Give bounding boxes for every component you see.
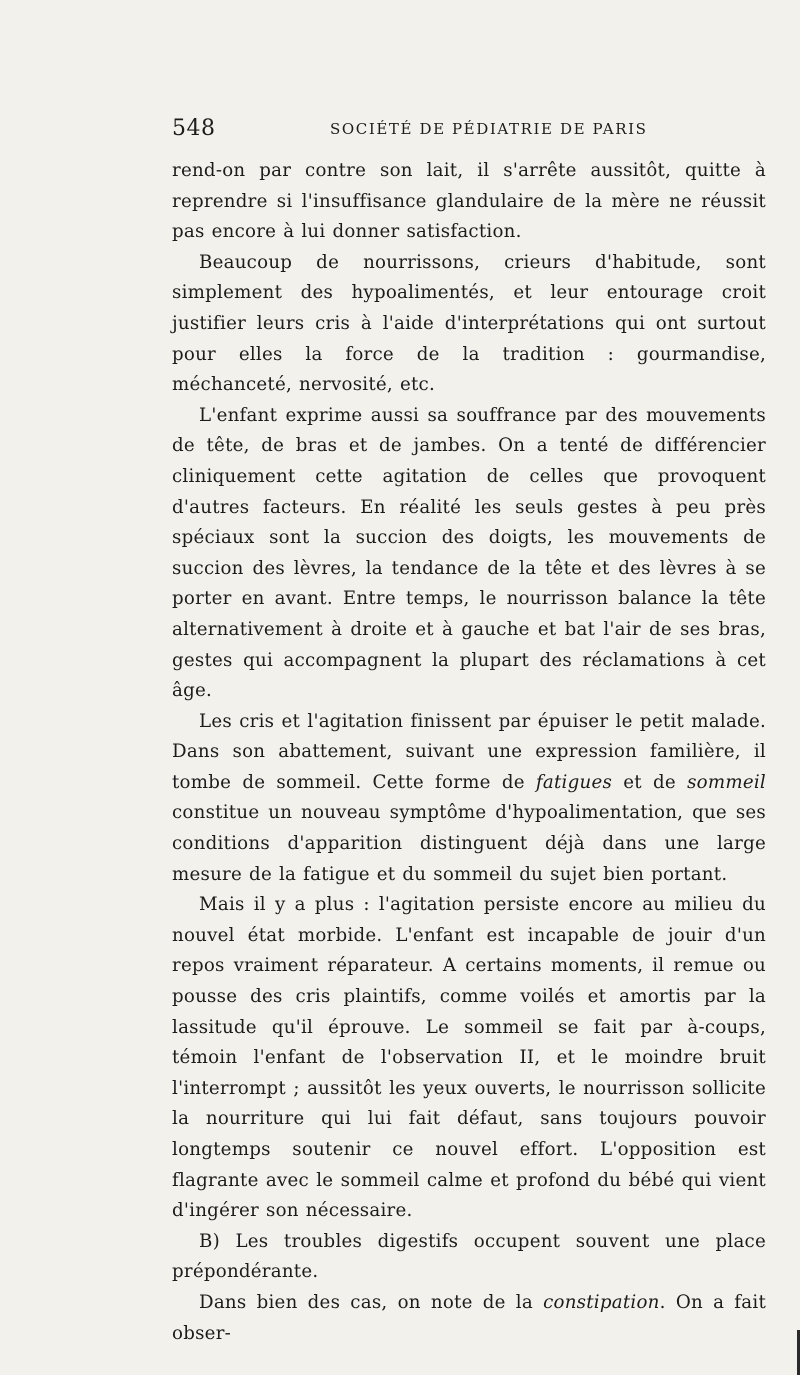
paragraph-troubles-digestifs: B) Les troubles digestifs occupent souvent une place prépondérante.	[172, 1230, 766, 1283]
paragraph-continuation: rend-on par contre son lait, il s'arrête aussitôt, quitte à reprendre si l'insuffisance glandulaire de la mère ne réussit pas encore à lui donner satisfaction.	[172, 160, 766, 243]
page-number: 548	[172, 116, 216, 141]
italic-constipation: constipation	[543, 1291, 660, 1313]
paragraph-fatigue-sommeil: Les cris et l'agitation finissent par épuiser le petit malade. Dans son abattement, suivant une expression familière, il tombe de sommeil. Cette forme de fatigues et de sommeil constitue un nouveau symptôme d'hypoalimentation, que ses conditions d'apparition distinguent déjà dans une large mesure de la fatigue et du sommeil du sujet bien portant.	[172, 710, 766, 885]
paragraph-constipation: Dans bien des cas, on note de la constipation. On a fait obser-	[172, 1291, 766, 1344]
running-title: SOCIÉTÉ DE PÉDIATRIE DE PARIS	[330, 120, 648, 138]
paragraph-hypoalimentes: Beaucoup de nourrissons, crieurs d'habitude, sont simplement des hypoalimentés, et leur entourage croit justifier leurs cris à l'aide d'interprétations qui ont surtout pour elles la force de la tradition : gourmandise, méchanceté, nervosité, etc.	[172, 251, 766, 396]
page-header	[172, 116, 768, 146]
italic-sommeil: sommeil	[687, 771, 766, 793]
paragraph-mouvements: L'enfant exprime aussi sa souffrance par des mouvements de tête, de bras et de jambes. On a tenté de différencier cliniquement cette agitation de celles que provoquent d'autres facteurs. En réalité les seuls gestes à peu près spéciaux sont la succion des doigts, les mouvements de succion des lèvres, la tendance de la tête et des lèvres à se porter en avant. Entre temps, le nourrisson balance la tête alternativement à droite et à gauche et bat l'air de ses bras, gestes qui accompagnent la plupart des réclamations à cet âge.	[172, 404, 766, 702]
paragraph-agitation: Mais il y a plus : l'agitation persiste encore au milieu du nouvel état morbide. L'enfant est incapable de jouir d'un repos vraiment réparateur. A certains moments, il remue ou pousse des cris plaintifs, comme voilés et amortis par la lassitude qu'il éprouve. Le sommeil se fait par à-coups, témoin l'enfant de l'observation II, et le moindre bruit l'interrompt ; aussitôt les yeux ouverts, le nourrisson sollicite la nourriture qui lui fait défaut, sans toujours pouvoir longtemps soutenir ce nouvel effort. L'opposition est flagrante avec le sommeil calme et profond du bébé qui vient d'ingérer son nécessaire.	[172, 894, 766, 1222]
body-text	[172, 156, 766, 1349]
italic-fatigues: fatigues	[535, 771, 613, 793]
